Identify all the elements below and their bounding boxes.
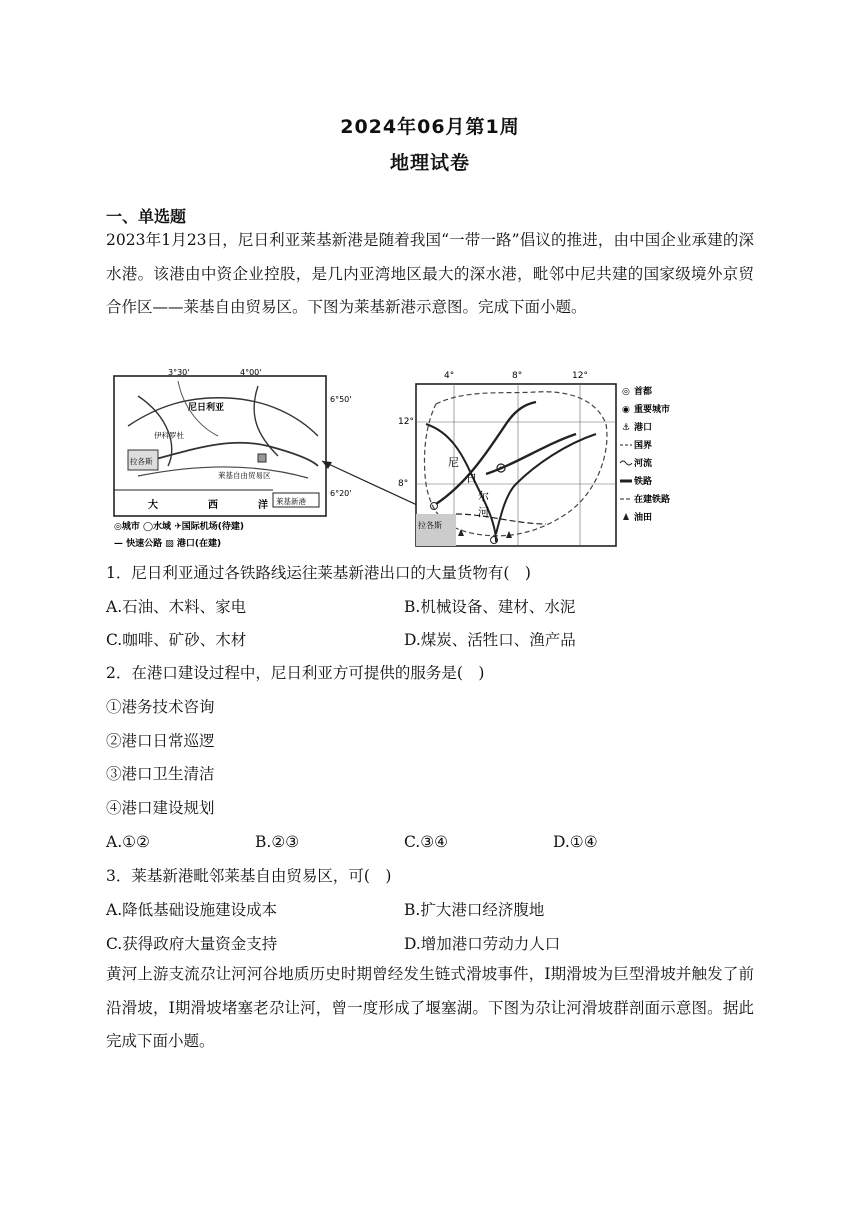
q3-option-a[interactable]: A.降低基础设施建设成本	[106, 901, 278, 919]
q2-option-c[interactable]: C.③④	[404, 833, 449, 851]
page-title: 2024年06月第1周	[340, 116, 520, 138]
q3-stem: 3．莱基新港毗邻莱基自由贸易区，可( )	[106, 867, 392, 885]
page-subtitle: 地理试卷	[389, 152, 470, 174]
section-title: 一、单选题	[106, 207, 187, 226]
q3-option-c[interactable]: C.获得政府大量资金支持	[106, 935, 278, 953]
q2-item-4: ④港口建设规划	[106, 799, 215, 817]
legend-border: 国界	[634, 441, 653, 451]
map-right-city: 拉各斯	[418, 521, 442, 530]
q1-stem: 1．尼日利亚通过各铁路线运往莱基新港出口的大量货物有( )	[106, 564, 531, 582]
legend-capital-icon: ◎	[622, 387, 630, 397]
map-right-lon3: 12°	[572, 371, 588, 381]
q2-item-1: ①港务技术咨询	[106, 698, 215, 716]
legend-city: 重要城市	[634, 405, 671, 415]
q1-option-d[interactable]: D.煤炭、活牲口、渔产品	[404, 631, 576, 649]
map-left-lon2: 4°00'	[240, 368, 262, 377]
map-left-city1: 伊科罗杜	[154, 431, 184, 440]
legend-river: 河流	[634, 459, 653, 469]
map-left-legend1: ◎城市 ◯水域 ✈国际机场(待建)	[114, 522, 244, 532]
legend-railway: 铁路	[634, 477, 653, 487]
q2-option-a[interactable]: A.①②	[106, 833, 150, 851]
map-right-label-n1: 尼	[448, 456, 459, 469]
q2-stem: 2．在港口建设过程中，尼日利亚方可提供的服务是( )	[106, 664, 485, 682]
map-right-lat1: 12°	[398, 417, 414, 427]
map-left-city2: 拉各斯	[130, 457, 153, 466]
q2-item-2: ②港口日常巡逻	[106, 732, 215, 750]
q2-item-3: ③港口卫生清洁	[106, 765, 215, 783]
map-left-lon1: 3°30'	[168, 368, 190, 377]
legend-port-icon: ⚓	[622, 423, 631, 433]
legend-city-icon: ◉	[622, 405, 630, 415]
map-right-lon1: 4°	[444, 371, 455, 381]
legend-oilfield: 油田	[634, 513, 653, 523]
map-left-lat1: 6°50'	[330, 395, 352, 404]
map-left-sea3: 洋	[258, 500, 268, 511]
q2-option-d[interactable]: D.①④	[553, 833, 598, 851]
q3-option-b[interactable]: B.扩大港口经济腹地	[404, 901, 545, 919]
map-left-legend2: — 快速公路 ▨ 港口(在建)	[114, 539, 222, 549]
q1-option-a[interactable]: A.石油、木料、家电	[106, 598, 247, 616]
q3-option-d[interactable]: D.增加港口劳动力人口	[404, 935, 561, 953]
map-right-label-n3: 尔	[478, 490, 489, 503]
map-left-country: 尼日利亚	[188, 403, 225, 413]
map-left-sea1: 大	[148, 500, 158, 511]
map-right-lon2: 8°	[512, 371, 523, 381]
intro-paragraph-1: 2023年1月23日，尼日利亚莱基新港是随着我国“一带一路”倡议的推进，由中国企业承建的深水港。该港由中资企业控股，是几内亚湾地区最大的深水港，毗邻中尼共建的国家级境外京贸合作区——莱基自由贸易区。下图为莱基新港示意图。完成下面小题。	[106, 231, 754, 316]
intro-paragraph-2: 黄河上游支流尕让河河谷地质历史时期曾经发生链式滑坡事件，I期滑坡为巨型滑坡并触发了前沿滑坡，I期滑坡堵塞老尕让河，曾一度形成了堰塞湖。下图为尕让河滑坡群剖面示意图。据此完成下面小题。	[106, 965, 754, 1050]
map-left-zone: 莱基自由贸易区	[218, 471, 271, 480]
map-left-lat2: 6°20'	[330, 489, 352, 498]
map-left-port: 莱基新港	[276, 497, 306, 506]
map-right-label-n4: 河	[478, 506, 489, 519]
legend-port: 港口	[634, 423, 653, 433]
legend-railway-construction: 在建铁路	[634, 495, 671, 505]
map-right	[396, 364, 686, 550]
q1-option-c[interactable]: C.咖啡、矿砂、木材	[106, 631, 247, 649]
q2-option-b[interactable]: B.②③	[255, 833, 300, 851]
q1-option-b[interactable]: B.机械设备、建材、水泥	[404, 598, 576, 616]
legend-capital: 首都	[634, 387, 653, 397]
map-right-lat2: 8°	[398, 479, 409, 489]
map-right-label-n2: 日	[466, 472, 477, 485]
map-left-sea2: 西	[208, 500, 218, 511]
